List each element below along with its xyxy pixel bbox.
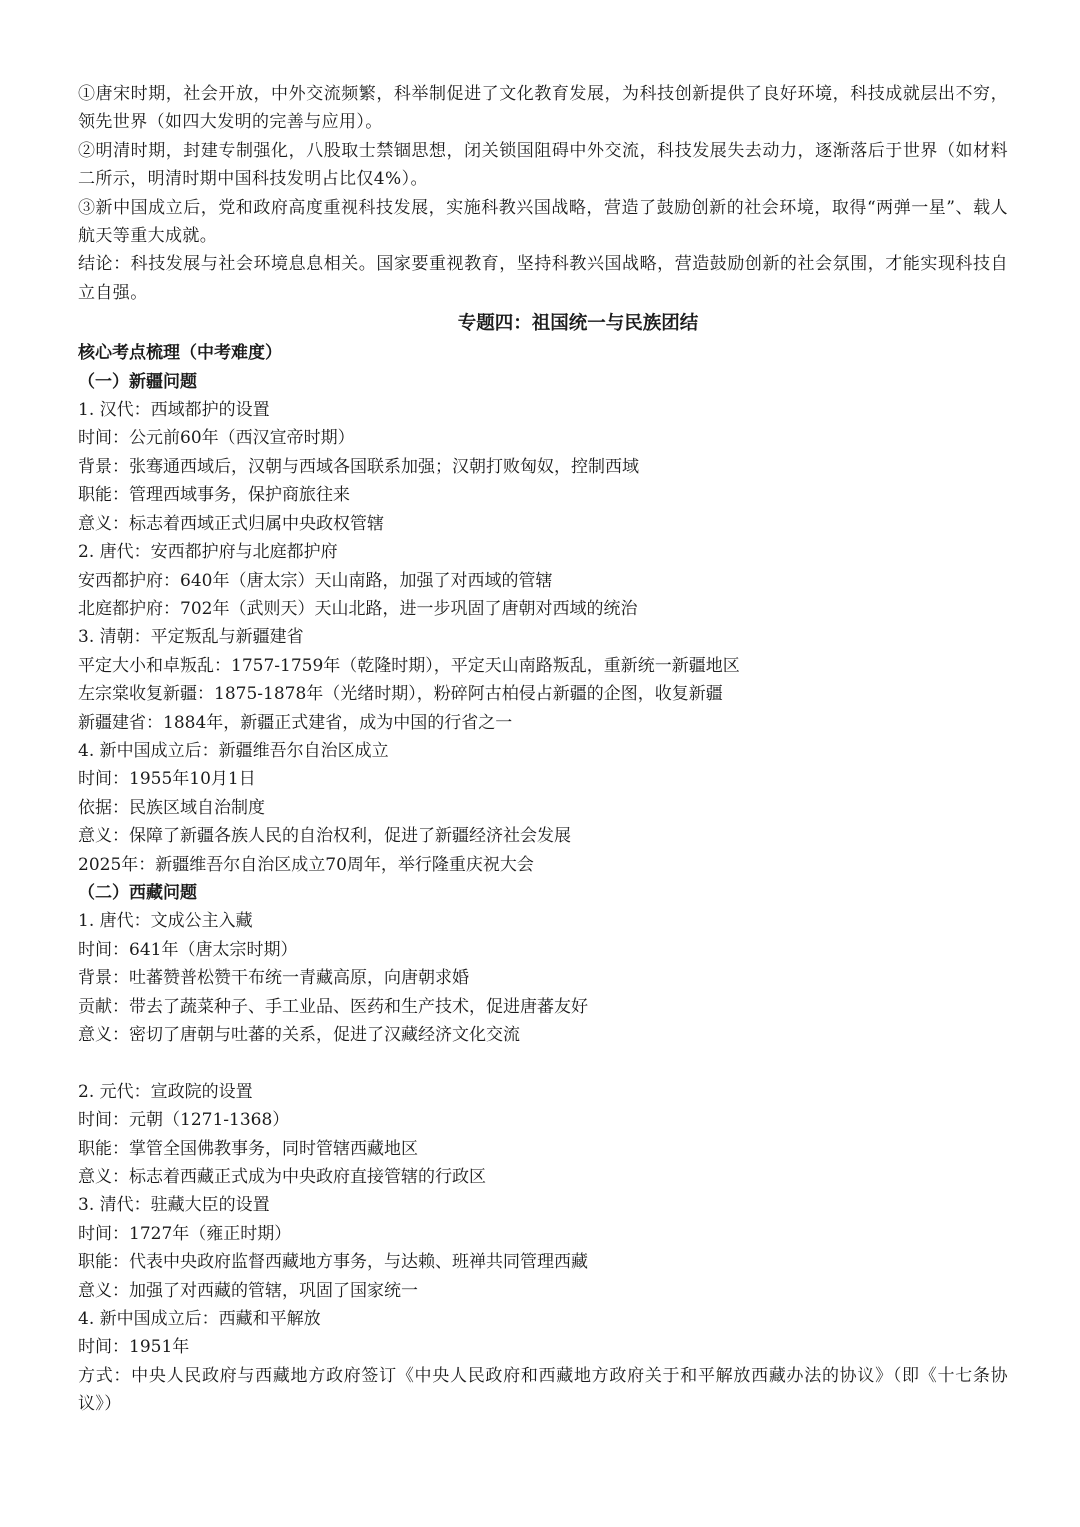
text-line: 时间：641年（唐太宗时期） [78,939,298,960]
text-line: 意义：标志着西藏正式成为中央政府直接管辖的行政区 [78,1167,486,1188]
text-line: 职能：代表中央政府监督西藏地方事务，与达赖、班禅共同管理西藏 [78,1252,588,1273]
text-line: 3. 清代：驻藏大臣的设置 [78,1195,270,1216]
text-line: 2. 元代：宣政院的设置 [78,1081,253,1102]
text-line: 意义：保障了新疆各族人民的自治权利，促进了新疆经济社会发展 [78,826,571,847]
topic-title: 专题四：祖国统一与民族团结 [457,313,699,335]
tibet-heading: （二）西藏问题 [78,882,197,903]
text-line: 意义：加强了对西藏的管辖，巩固了国家统一 [78,1280,418,1301]
page-content [78,80,1008,1419]
text-line: 贡献：带去了蔬菜种子、手工业品、医药和生产技术，促进唐蕃友好 [78,996,588,1017]
tibet-list-b [78,1078,1008,1362]
text-line: 背景：吐蕃赞普松赞干布统一青藏高原，向唐朝求婚 [78,968,469,989]
text-line: 1. 汉代：西域都护的设置 [78,400,270,421]
tibet-list-a [78,907,1008,1049]
text-line: 安西都护府：640年（唐太宗）天山南路，加强了对西域的管辖 [78,570,553,591]
text-line: 2. 唐代：安西都护府与北庭都护府 [78,542,338,563]
text-line: 时间：公元前60年（西汉宣帝时期） [78,428,355,449]
text-line: 新疆建省：1884年，新疆正式建省，成为中国的行省之一 [78,712,513,733]
text-line: 意义：标志着西域正式归属中央政权管辖 [78,513,384,534]
text-line: 1. 唐代：文成公主入藏 [78,911,253,932]
section-heading: 核心考点梳理（中考难度） [78,343,282,364]
text-line: 背景：张骞通西域后，汉朝与西域各国联系加强；汉朝打败匈奴，控制西域 [78,456,639,477]
xinjiang-heading: （一）新疆问题 [78,371,197,392]
text-line: 时间：1727年（雍正时期） [78,1223,292,1244]
text-line: 时间：1955年10月1日 [78,769,256,790]
blank-line [78,1049,1008,1077]
text-line: 时间：1951年 [78,1337,190,1358]
text-line: 3. 清朝：平定叛乱与新疆建省 [78,627,304,648]
text-line: 职能：掌管全国佛教事务，同时管辖西藏地区 [78,1138,418,1159]
text-line: 时间：元朝（1271-1368） [78,1110,290,1131]
text-line: 2025年：新疆维吾尔自治区成立70周年，举行隆重庆祝大会 [78,854,534,875]
text-line: 意义：密切了唐朝与吐蕃的关系，促进了汉藏经济文化交流 [78,1025,520,1045]
text-line: 北庭都护府：702年（武则天）天山北路，进一步巩固了唐朝对西域的统治 [78,598,638,619]
text-line: 平定大小和卓叛乱：1757-1759年（乾隆时期），平定天山南路叛乱，重新统一新疆地区 [78,655,740,676]
text-line: 职能：管理西域事务，保护商旅往来 [78,485,350,506]
intro-paragraph-1: ①唐宋时期，社会开放，中外交流频繁，科举制促进了文化教育发展，为科技创新提供了良好环境，科技成就层出不穷，领先世界（如四大发明的完善与应用）。 [78,84,1008,133]
text-line: 4. 新中国成立后：西藏和平解放 [78,1309,321,1330]
tibet-method-paragraph: 方式：中央人民政府与西藏地方政府签订《中央人民政府和西藏地方政府关于和平解放西藏办法的协议》（即《十七条协议》） [78,1365,1008,1415]
text-line: 依据：民族区域自治制度 [78,797,265,818]
text-line: 左宗棠收复新疆：1875-1878年（光绪时期），粉碎阿古柏侵占新疆的企图，收复新疆 [78,684,723,705]
text-line: 4. 新中国成立后：新疆维吾尔自治区成立 [78,740,389,761]
conclusion-paragraph: 结论：科技发展与社会环境息息相关。国家要重视教育，坚持科教兴国战略，营造鼓励创新的社会氛围，才能实现科技自立自强。 [78,254,1008,303]
xinjiang-list [78,396,1008,879]
intro-paragraph-2: ②明清时期，封建专制强化，八股取士禁锢思想，闭关锁国阻碍中外交流，科技发展失去动力，逐渐落后于世界（如材料二所示，明清时期中国科技发明占比仅4%）。 [78,140,1008,190]
intro-paragraph-3: ③新中国成立后，党和政府高度重视科技发展，实施科教兴国战略，营造了鼓励创新的社会环境，取得“两弹一星”、载人航天等重大成就。 [78,197,1008,247]
